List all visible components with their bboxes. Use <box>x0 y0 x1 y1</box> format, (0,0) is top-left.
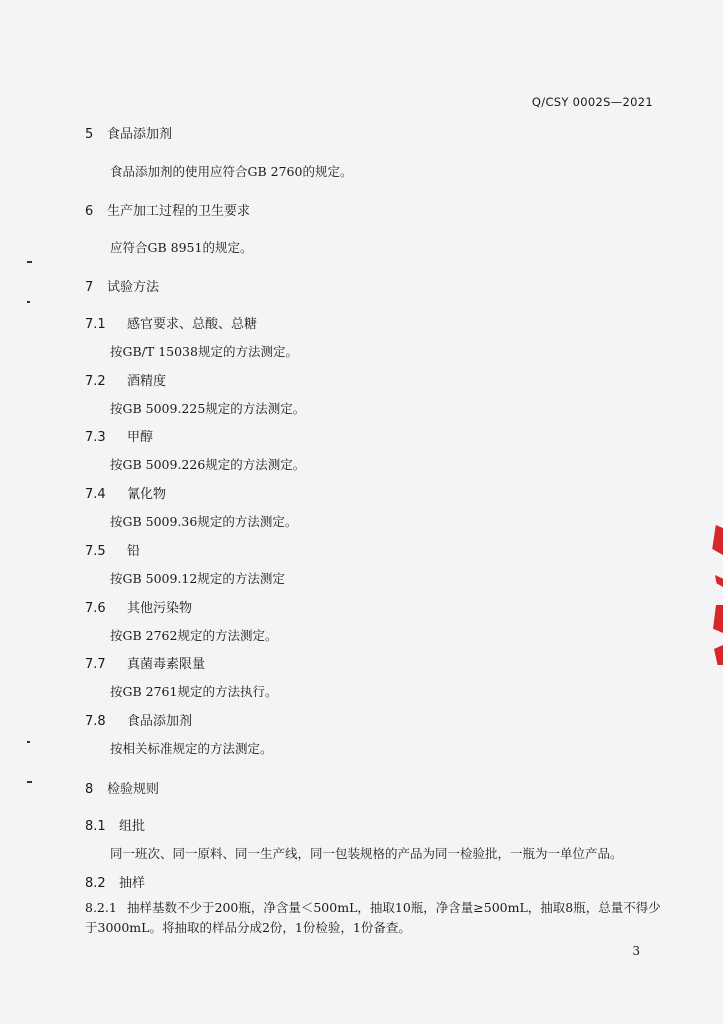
section-number: 8.1 <box>85 819 106 834</box>
section-5-heading <box>85 123 172 142</box>
scan-mark <box>27 261 32 263</box>
scan-mark <box>27 741 30 743</box>
section-6-text: 应符合GB 8951的规定。 <box>110 240 253 255</box>
section-7-3-text: 按GB 5009.226规定的方法测定。 <box>110 457 306 472</box>
seal-stamp-fragment <box>711 525 723 555</box>
section-title: 食品添加剂 <box>107 127 173 142</box>
section-7-7-text: 按GB 2761规定的方法执行。 <box>110 684 278 699</box>
section-title: 甲醇 <box>127 430 154 445</box>
section-number: 8.2.1 <box>85 900 117 915</box>
section-title: 铅 <box>127 544 141 559</box>
section-7-2-heading <box>85 370 166 389</box>
section-8-heading <box>85 778 159 797</box>
section-title: 检验规则 <box>107 782 160 797</box>
section-7-5-heading <box>85 540 140 559</box>
page-number: 3 <box>632 944 640 958</box>
section-7-4-heading <box>85 483 166 502</box>
section-number: 7.3 <box>85 430 106 445</box>
seal-stamp-fragment <box>714 645 723 665</box>
section-number: 8.2 <box>85 876 106 891</box>
section-title: 抽样 <box>119 876 146 891</box>
scan-mark <box>27 301 30 303</box>
section-title: 生产加工过程的卫生要求 <box>107 204 251 219</box>
section-7-8-heading <box>85 710 192 729</box>
section-number: 6 <box>85 204 94 219</box>
section-number: 7.4 <box>85 487 106 502</box>
section-8-1-heading <box>85 815 145 834</box>
paragraph-text: 抽样基数不少于200瓶，净含量＜500mL，抽取10瓶，净含量≥500mL，抽取8瓶，总量不得少 <box>127 900 661 915</box>
section-8-2-1-line1 <box>85 898 661 916</box>
section-7-1-heading <box>85 313 257 332</box>
section-title: 食品添加剂 <box>127 714 193 729</box>
section-number: 7 <box>85 280 94 295</box>
section-7-4-text: 按GB 5009.36规定的方法测定。 <box>110 514 298 529</box>
section-title: 真菌毒素限量 <box>127 657 206 672</box>
section-number: 7.1 <box>85 317 106 332</box>
section-7-1-text: 按GB/T 15038规定的方法测定。 <box>110 344 298 359</box>
section-7-heading <box>85 276 159 295</box>
section-number: 8 <box>85 782 94 797</box>
section-8-2-heading <box>85 872 145 891</box>
section-title: 其他污染物 <box>127 601 193 616</box>
section-number: 7.2 <box>85 374 106 389</box>
section-title: 酒精度 <box>127 374 167 389</box>
section-8-2-1-line2: 于3000mL。将抽取的样品分成2份，1份检验，1份备查。 <box>85 920 411 935</box>
section-7-3-heading <box>85 426 153 445</box>
section-7-6-text: 按GB 2762规定的方法测定。 <box>110 628 278 643</box>
section-number: 7.8 <box>85 714 106 729</box>
section-8-1-text: 同一班次、同一原料、同一生产线，同一包装规格的产品为同一检验批，一瓶为一单位产品。 <box>110 846 623 861</box>
section-7-2-text: 按GB 5009.225规定的方法测定。 <box>110 401 306 416</box>
section-title: 组批 <box>119 819 146 834</box>
section-number: 7.7 <box>85 657 106 672</box>
section-7-8-text: 按相关标准规定的方法测定。 <box>110 741 273 756</box>
section-title: 氰化物 <box>127 487 167 502</box>
section-7-6-heading <box>85 597 192 616</box>
section-title: 感官要求、总酸、总糖 <box>127 317 258 332</box>
seal-stamp-fragment <box>713 605 723 633</box>
section-title: 试验方法 <box>107 280 160 295</box>
section-6-heading <box>85 200 250 219</box>
section-7-7-heading <box>85 653 205 672</box>
section-number: 7.6 <box>85 601 106 616</box>
seal-stamp-fragment <box>715 575 723 587</box>
scan-mark <box>27 781 32 783</box>
document-code: Q/CSY 0002S—2021 <box>531 95 653 109</box>
section-number: 5 <box>85 127 94 142</box>
section-number: 7.5 <box>85 544 106 559</box>
section-7-5-text: 按GB 5009.12规定的方法测定 <box>110 571 285 586</box>
section-5-text: 食品添加剂的使用应符合GB 2760的规定。 <box>110 164 353 179</box>
